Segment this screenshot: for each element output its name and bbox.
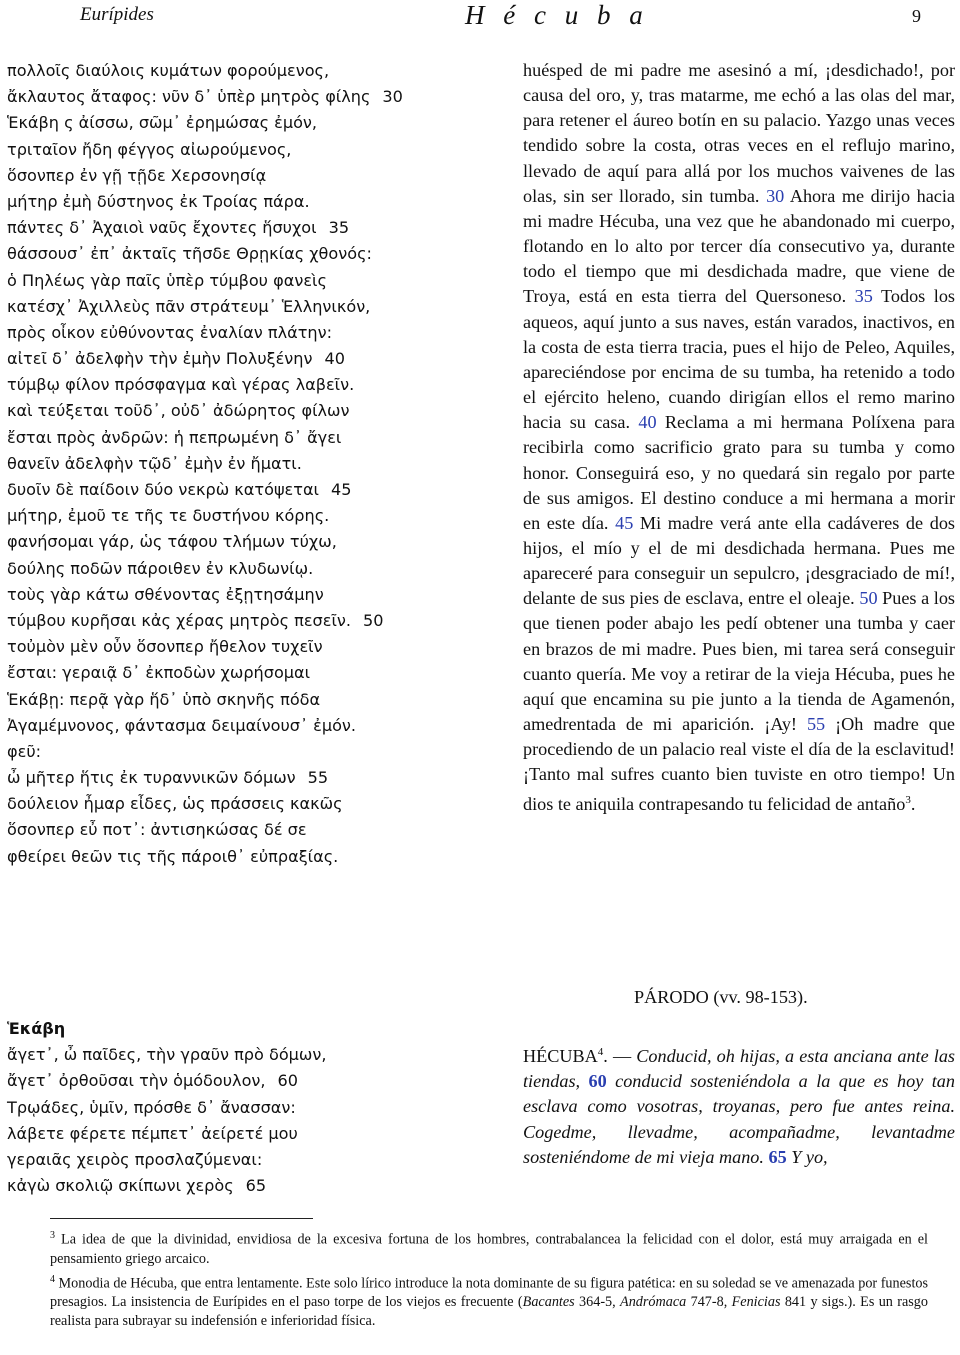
dash: . — <box>603 1046 637 1067</box>
greek-line <box>7 1147 507 1173</box>
line-number: 65 <box>245 1176 267 1196</box>
greek-line-text: γεραιᾶς χειρὸς προσλαζύμεναι: <box>7 1149 263 1169</box>
greek-line-text: ἄγετ᾽, ὦ παῖδες, τὴν γραῦν πρὸ δόμων, <box>7 1045 327 1065</box>
translation-text: Ahora me dirijo hacia mi madre Hécuba, una vez que he abandonado mi cuerpo, flotando en lo alto por tercer día consecutivo ya, durante todo el tiempo que mi desdichada madre, que viene de Troya, está en esta tierra del Quersoneso. <box>523 185 956 307</box>
line-number: 40 <box>324 349 345 369</box>
greek-line <box>7 817 507 843</box>
greek-line <box>7 268 507 294</box>
translation-text: Mi madre verá ante ella cadáveres de dos hijos, el mío y el de mi desdichada hermana. Pues me apareceré para conseguir un sepulcro, ¡desgraciado de mí!, delante de sus pies de esclava, entre el oleaje. <box>523 512 955 609</box>
greek-line-text: αἰτεῖ δ᾽ ἀδελφὴν τὴν ἐμὴν Πολυξένην <box>7 349 313 369</box>
greek-line-text: Ἑκάβῃ: περᾷ γὰρ ἥδ᾽ ὑπὸ σκηνῆς πόδα <box>7 689 321 709</box>
work-title: Bacantes <box>522 1294 575 1311</box>
footnote-text: Monodia de Hécuba, que entra lentamente. Este solo lírico introduce la nota dominante de su figura patética: en su soledad se ve amenazada por funestos presagios. La insistencia de Eurípides en el paso torpe de los viejos es frecuente ( <box>50 1275 928 1311</box>
greek-line-text: θάσσουσ᾽ ἐπ᾽ ἀκταῖς τῆσδε Θρῃκίας χθονός: <box>7 244 372 264</box>
greek-line-text: τοὐμὸν μὲν οὖν ὅσονπερ ἤθελον τυχεῖν <box>7 637 323 657</box>
greek-line-text: ὅσονπερ εὖ ποτ᾽: ἀντισηκώσας δέ σε <box>7 820 307 840</box>
greek-line <box>7 398 507 424</box>
greek-line-text: κἀγὼ σκολιῷ σκίπωνι χερὸς <box>7 1176 234 1196</box>
greek-line <box>7 372 507 398</box>
greek-line <box>7 739 507 765</box>
greek-line <box>7 529 507 555</box>
line-number: 35 <box>328 218 350 238</box>
greek-line <box>7 582 507 608</box>
greek-line <box>7 110 507 136</box>
translation-paragraph <box>523 58 955 817</box>
greek-line-text: θανεῖν ἀδελφὴν τῷδ᾽ ἐμὴν ἐν ἤματι. <box>7 453 302 473</box>
footnote-ref[interactable]: 3 <box>905 793 911 806</box>
greek-line-text: Ἀγαμέμνονος, φάντασμα δειμαίνουσ᾽ ἐμόν. <box>7 715 357 735</box>
greek-line-text: δυοῖν δὲ παίδοιν δύο νεκρὼ κατόψεται <box>7 480 319 499</box>
greek-line <box>7 1068 507 1094</box>
greek-line-text: πρὸς οἶκον εὐθύνοντας ἐναλίαν πλάτην: <box>7 322 333 342</box>
speech-text: Conducid, oh hijas, a esta anciana ante las tiendas, <box>523 1046 956 1092</box>
greek-line <box>7 215 507 241</box>
work-title: Andrómaca <box>620 1294 687 1311</box>
greek-line-text: μήτηρ ἐμὴ δύστηνος ἐκ Τροίας πάρα. <box>7 191 310 211</box>
verse-number: 30 <box>766 185 785 206</box>
section-heading: PÁRODO (vv. 98-153). <box>634 987 808 1007</box>
verse-number: 60 <box>588 1071 607 1092</box>
greek-line-text: τύμβῳ φίλον πρόσφαγμα καὶ γέρας λαβεῖν. <box>7 375 355 395</box>
line-number: 30 <box>382 87 403 107</box>
greek-line-text: δούλειον ἦμαρ εἶδες, ὡς πράσσεις κακῶς <box>7 794 343 814</box>
translation-text: Pues a los que tienen poder abajo les pedí obtener una tumba y caer en brazos de mi madre. Pues bien, mi tarea será conseguir cuanto quería. Me voy a retirar de la vieja Hécuba, pues he aquí que encamina su pie junto a la tienda de Agamenón, amedrentada de mi aparición. ¡Ay! <box>523 588 956 735</box>
line-number: 50 <box>363 610 384 630</box>
greek-line-text: πολλοῖς διαύλοις κυμάτων φορούμενος, <box>7 61 330 80</box>
footnote-ref[interactable]: 4 <box>597 1046 604 1058</box>
greek-line <box>7 1042 507 1068</box>
speaker-name: HÉCUBA <box>523 1046 598 1067</box>
line-number: 55 <box>307 768 329 788</box>
footnote <box>50 1226 928 1269</box>
speech-text: conducid sosteniéndola a la que es hoy tan esclava como vosotras, troyanas, pero fue antes reina. Cogedme, llevadme, acompañadme, levantadme sosteniéndome de mi vieja mano. <box>523 1071 955 1167</box>
footnote-mark: 4 <box>50 1273 55 1285</box>
translation-text: Reclama a mi hermana Políxena para recibirla como sacrificio grato para su tumba y como honor. Conseguirá eso, y no quedará sin regalo por parte de sus amigos. El destino conduce a mi hermana a morir en este día. <box>523 412 955 533</box>
greek-speaker: Ἑκάβη <box>7 1019 66 1038</box>
greek-line <box>7 634 507 660</box>
header-title: H é c u b a <box>465 0 649 30</box>
greek-line-text: φανήσομαι γάρ, ὡς τάφου τλήμων τύχω, <box>7 532 337 552</box>
spanish-translation <box>523 58 955 817</box>
line-number: 45 <box>331 480 352 499</box>
greek-line <box>7 713 507 739</box>
greek-line <box>7 477 507 503</box>
greek-line <box>7 687 507 713</box>
greek-line-text: καὶ τεύξεται τοῦδ᾽, οὐδ᾽ ἀδώρητος φίλων <box>7 401 350 421</box>
greek-line-text: φθείρει θεῶν τις τῆς πάροιθ᾽ εὐπραξίας. <box>7 846 339 866</box>
greek-line-text: τριταῖον ἤδη φέγγος αἰωρούμενος, <box>7 139 292 159</box>
speech-text: Y yo, <box>786 1146 828 1167</box>
verse-number: 50 <box>859 588 878 609</box>
greek-line <box>7 556 507 582</box>
greek-line-text: μήτηρ, ἐμοῦ τε τῆς τε δυστήνου κόρης. <box>7 506 330 526</box>
verse-number: 55 <box>806 714 826 735</box>
greek-line-text: ἔσται: γεραιᾷ δ᾽ ἐκποδὼν χωρήσομαι <box>7 663 311 683</box>
translation-text: huésped de mi padre me asesinó a mí, ¡desdichado!, por causa del oro, y, tras matarme, me echó a las olas del mar, para retener el áureo botín en su palacio. Yazgo unas veces tendido sobre la costa, otras veces en el reflujo marino, llevado de aquí para allá por los muchos vaivenes de las olas, sin ser llorado, sin tumba. <box>523 60 955 206</box>
work-title: Fenicias <box>731 1294 781 1311</box>
greek-line <box>7 503 507 529</box>
verse-number: 45 <box>615 512 634 533</box>
greek-line <box>7 451 507 477</box>
header-author: Eurípides <box>80 4 154 25</box>
greek-line <box>7 608 507 634</box>
greek-line-text: φεῦ: <box>7 741 42 761</box>
greek-line <box>7 1121 507 1147</box>
footnote-divider <box>50 1218 313 1219</box>
page-header <box>0 0 960 40</box>
greek-line <box>7 660 507 686</box>
greek-line <box>7 163 507 189</box>
verse-number: 35 <box>854 286 873 307</box>
greek-line-text: Ἑκάβη ς ἀίσσω, σῶμ᾽ ἐρημώσας ἐμόν, <box>7 113 318 133</box>
greek-line-text: Τρῳάδες, ὑμῖν, πρόσθε δ᾽ ἄνασσαν: <box>7 1097 296 1117</box>
greek-line <box>7 58 507 84</box>
greek-line-text: κατέσχ᾽ Ἀχιλλεὺς πᾶν στράτευμ᾽ Ἑλληνικόν, <box>7 296 371 316</box>
footnote-text: 841 y sigs.). Es un rasgo realista para subrayar su indefensión e inferioridad física. <box>50 1294 928 1330</box>
greek-line <box>7 791 507 817</box>
greek-line <box>7 765 507 791</box>
page-number: 9 <box>912 6 921 26</box>
greek-line <box>7 189 507 215</box>
greek-line <box>7 346 507 372</box>
greek-line-text: ἄκλαυτος ἄταφος: νῦν δ᾽ ὑπὲρ μητρὸς φίλης <box>7 87 371 107</box>
footnote-mark: 3 <box>50 1230 55 1241</box>
greek-line <box>7 844 507 870</box>
verse-number: 40 <box>638 412 657 433</box>
footnote <box>50 1270 928 1332</box>
greek-line-text: λάβετε φέρετε πέμπετ᾽ ἀείρετέ μου <box>7 1123 298 1143</box>
greek-line <box>7 137 507 163</box>
translation-text: Todos los aqueos, aquí junto a sus naves, están varados, inactivos, en la costa de esta tierra tracia, pues el hijo de Peleo, Aquiles, apareciéndose por encima de su tumba, ha retenido a todo el ejército heleno, cuando dirigían ellos el remo marino hacia su casa. <box>523 286 955 433</box>
footnote-text: 364-5, <box>574 1294 621 1311</box>
greek-text-column-2 <box>7 1016 507 1199</box>
hecuba-speech <box>523 1040 955 1170</box>
greek-line-text: ὅσονπερ ἐν γῇ τῇδε Χερσονησίᾳ <box>7 165 267 185</box>
greek-line-text: ὦ μῆτερ ἥτις ἐκ τυραννικῶν δόμων <box>7 768 296 788</box>
footnote-text: La idea de que la divinidad, envidiosa de la excesiva fortuna de los hombres, contrabalancea la felicidad con el dolor, está muy arraigada en el pensamiento griego arcaico. <box>50 1231 928 1267</box>
translation-text: ¡Oh madre que procediendo de un palacio real viste el día de la esclavitud! ¡Tanto mal sufres cuanto bien tuviste en otro tiempo! Un dios te aniquila contrapesando tu felicidad de antaño <box>523 714 955 814</box>
footnote-text: 747-8, <box>686 1294 732 1311</box>
greek-line-text: πάντες δ᾽ Ἀχαιοὶ ναῦς ἔχοντες ἥσυχοι <box>7 218 317 238</box>
greek-line-text: τοὺς γὰρ κάτω σθένοντας ἐξῃτησάμην <box>7 584 324 604</box>
greek-text-column <box>7 58 507 870</box>
greek-line <box>7 425 507 451</box>
greek-line <box>7 320 507 346</box>
verse-number: 65 <box>768 1146 787 1167</box>
greek-line-text: ὁ Πηλέως γὰρ παῖς ὑπὲρ τύμβου φανεὶς <box>7 270 327 290</box>
greek-line <box>7 241 507 267</box>
greek-line <box>7 84 507 110</box>
line-number: 60 <box>277 1071 299 1091</box>
greek-line-text: δούλης ποδῶν πάροιθεν ἐν κλυδωνίῳ. <box>7 558 314 578</box>
greek-line <box>7 1173 507 1199</box>
greek-line <box>7 294 507 320</box>
greek-line <box>7 1095 507 1121</box>
footnotes <box>50 1226 928 1332</box>
greek-line-text: τύμβου κυρῆσαι κἀς χέρας μητρὸς πεσεῖν. <box>7 610 351 630</box>
translation-text: . <box>910 793 916 814</box>
greek-line-text: ἄγετ᾽ ὀρθοῦσαι τὴν ὁμόδουλον, <box>7 1071 266 1091</box>
greek-line-text: ἔσται πρὸς ἀνδρῶν: ἡ πεπρωμένη δ᾽ ἄγει <box>7 427 342 447</box>
